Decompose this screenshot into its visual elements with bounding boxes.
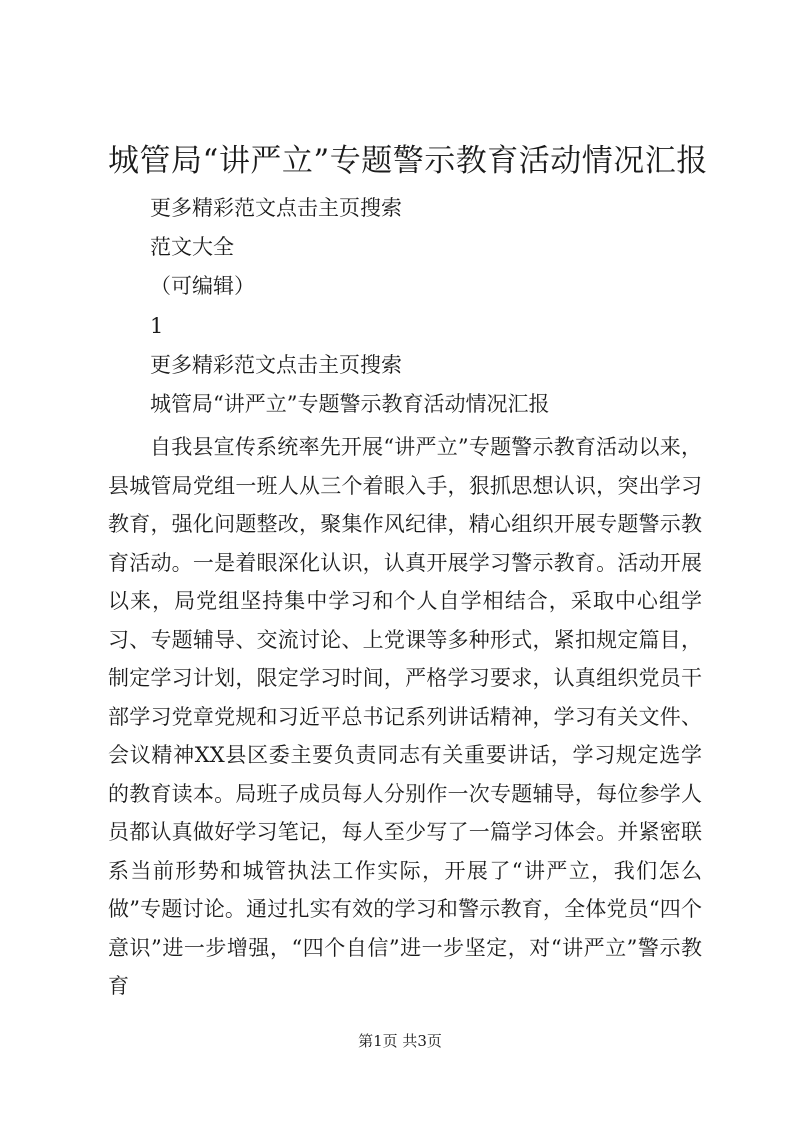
subtitle: 城管局“讲严立”专题警示教育活动情况汇报 [150, 392, 550, 416]
editable-note: （可编辑） [150, 274, 255, 298]
body-paragraph: 自我县宣传系统率先开展“讲严立”专题警示教育活动以来，县城管局党组一班人从三个着眼入手，狠抓思想认识，突出学习教育，强化问题整改，聚集作风纪律，精心组织开展专题警示教育活动。一是着眼深化认识，认真开展学习警示教育。活动开展以来，局党组坚持集中学习和个人自学相结合，采取中心组学习、专题辅导、交流讨论、上党课等多种形式，紧扣规定篇目，制定学习计划，限定学习时间，严格学习要求，认真组织党员干部学习党章党规和习近平总书记系列讲话精神，学习有关文件、会议精神XX县区委主要负责同志有关重要讲话，学习规定选学的教育读本。局班子成员每人分别作一次专题辅导，每位参学人员都认真做好学习笔记，每人至少写了一篇学习体会。并紧密联系当前形势和城管执法工作实际，开展了“讲严立，我们怎么做”专题讨论。通过扎实有效的学习和警示教育，全体党员“四个意识”进一步增强，“四个自信”进一步坚定，对“讲严立”警示教育 [108, 435, 702, 998]
page-footer: 第1页 共3页 [358, 1032, 442, 1050]
page-marker: 1 [150, 314, 164, 338]
promo-line: 更多精彩范文点击主页搜索 [150, 196, 402, 220]
collection-line: 范文大全 [150, 235, 234, 259]
document-title: 城管局“讲严立”专题警示教育活动情况汇报 [108, 143, 708, 179]
promo-line-repeat: 更多精彩范文点击主页搜索 [150, 353, 402, 377]
